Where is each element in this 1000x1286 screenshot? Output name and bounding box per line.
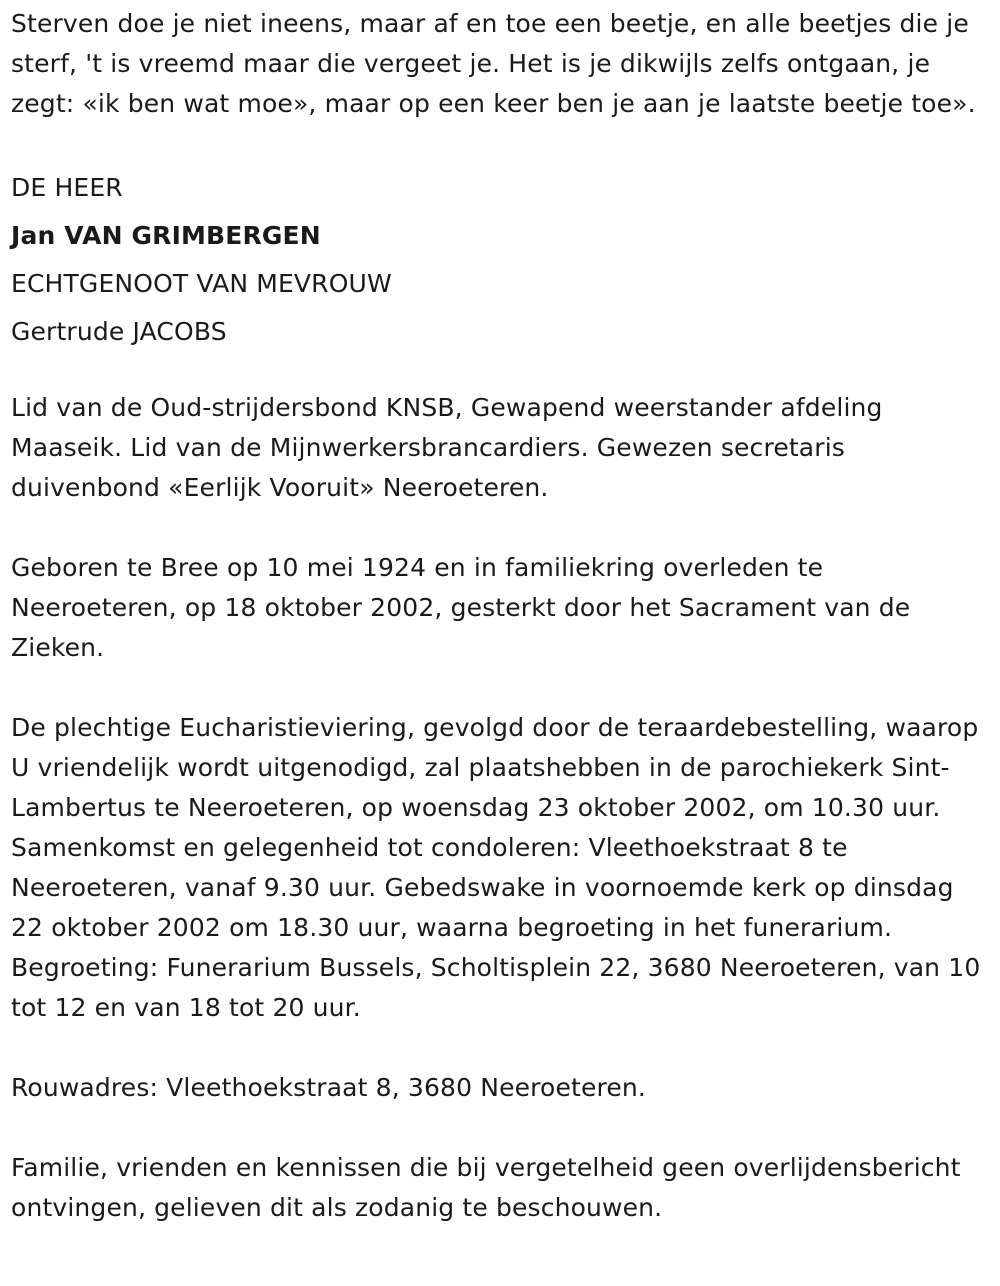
spouse-name: Gertrude JACOBS — [11, 317, 227, 346]
ceremony-paragraph: De plechtige Eucharistieviering, gevolgd door de teraardebestelling, waarop U vriendelijk wordt uitgenodigd, zal plaatshebben in de parochiekerk Sint-Lambertus te Neeroeteren, op woensdag 23 oktober 2002, om 10.30 uur. Samenkomst en gelegenheid tot condoleren: Vleethoekstraat 8 te Neeroeteren, vanaf 9.30 uur. Gebedswake in voornoemde kerk op dinsdag 22 oktober 2002 om 18.30 uur, waarna begroeting in het funerarium. Begroeting: Funerarium Bussels, Scholtisplein 22, 3680 Neeroeteren, van 10 tot 12 en van 18 tot 20 uur. — [11, 713, 981, 1022]
closing-paragraph: Familie, vrienden en kennissen die bij vergetelheid geen overlijdensbericht ontvingen, gelieven dit als zodanig te beschouwen. — [11, 1153, 961, 1222]
deceased-name: Jan VAN GRIMBERGEN — [11, 221, 321, 250]
relation-line: ECHTGENOOT VAN MEVROUW — [11, 269, 392, 298]
memberships-paragraph: Lid van de Oud-strijdersbond KNSB, Gewapend weerstander afdeling Maaseik. Lid van de Mijnwerkersbrancardiers. Gewezen secretaris duivenbond «Eerlijk Vooruit» Neeroeteren. — [11, 393, 883, 502]
birth-death-paragraph: Geboren te Bree op 10 mei 1924 en in familiekring overleden te Neeroeteren, op 18 oktober 2002, gesterkt door het Sacrament van de Zieken. — [11, 553, 911, 662]
poem-paragraph: Sterven doe je niet ineens, maar af en toe een beetje, en alle beetjes die je sterf, 't is vreemd maar die vergeet je. Het is je dikwijls zelfs ontgaan, je zegt: «ik ben wat moe», maar op een keer ben je aan je laatste beetje toe». — [11, 9, 976, 118]
mourning-address: Rouwadres: Vleethoekstraat 8, 3680 Neeroeteren. — [11, 1073, 647, 1102]
title-line: DE HEER — [11, 173, 123, 202]
deceased-header — [11, 164, 990, 356]
